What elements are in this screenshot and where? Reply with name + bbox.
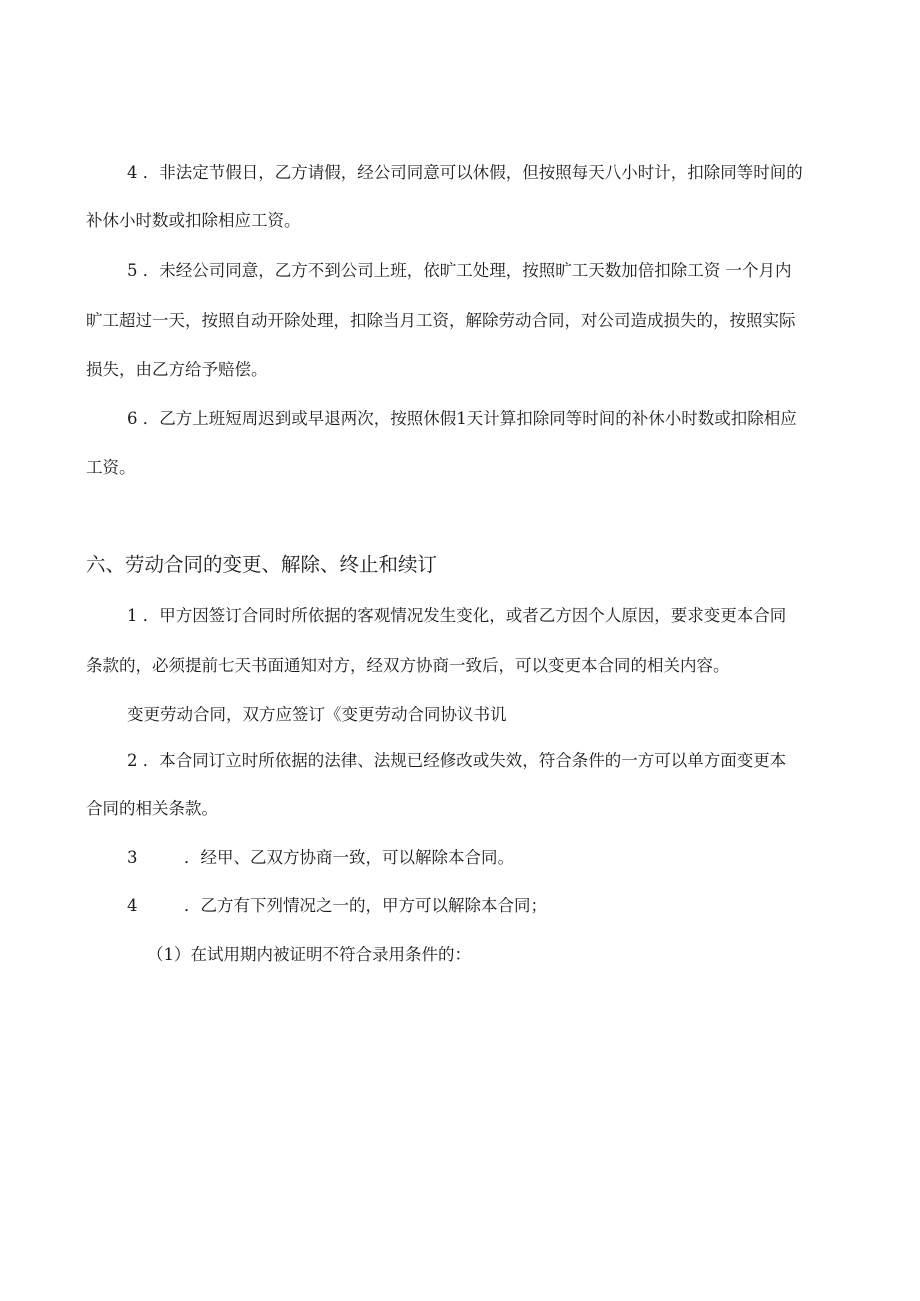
section-6-note: 变更劳动合同，双方应签订《变更劳动合同协议书讥 [127, 705, 507, 724]
section-6-item-3 [127, 846, 920, 870]
section-6-item-2-line-2: 合同的相关条款。 [86, 799, 218, 818]
section-6-sub-item-1: （1）在试用期内被证明不符合录用条件的： [147, 945, 471, 964]
clause-5-line-1: 5 ．未经公司同意，乙方不到公司上班，依旷工处理，按照旷工天数加倍扣除工资 一个月内 [127, 261, 792, 280]
clause-4-line-2: 补休小时数或扣除相应工资。 [86, 211, 301, 230]
section-6-item-1-line-1: 1 ．甲方因签订合同时所依据的客观情况发生变化，或者乙方因个人原因，要求变更本合同 [127, 606, 787, 625]
clause-6-line-2: 工资。 [86, 458, 136, 477]
clause-5-line-2: 旷工超过一天，按照自动开除处理，扣除当月工资，解除劳动合同，对公司造成损失的，按照实际 [86, 311, 796, 330]
section-6-item-2-line-1: 2 ．本合同订立时所依据的法律、法规已经修改或失效，符合条件的一方可以单方面变更本 [127, 751, 787, 770]
clause-6-line-1: 6 ．乙方上班短周迟到或早退两次，按照休假1天计算扣除同等时间的补休小时数或扣除相应 [127, 409, 797, 428]
section-6-item-3-number: 3 [127, 848, 138, 867]
section-6-item-3-text: ．经甲、乙双方协商一致，可以解除本合同。 [184, 848, 514, 867]
section-6-item-4-text: ．乙方有下列情况之一的，甲方可以解除本合同； [184, 896, 547, 915]
clause-4-line-1: 4 ．非法定节假日，乙方请假，经公司同意可以休假，但按照每天八小时计，扣除同等时间的 [127, 163, 803, 182]
section-6-item-4 [127, 894, 920, 918]
section-6-heading: 六、劳动合同的变更、解除、终止和续订 [86, 553, 438, 576]
section-6-item-4-number: 4 [127, 896, 138, 915]
clause-5-line-3: 损失，由乙方给予赔偿。 [86, 360, 268, 379]
section-6-item-1-line-2: 条款的，必须提前七天书面通知对方，经双方协商一致后，可以变更本合同的相关内容。 [86, 656, 730, 675]
